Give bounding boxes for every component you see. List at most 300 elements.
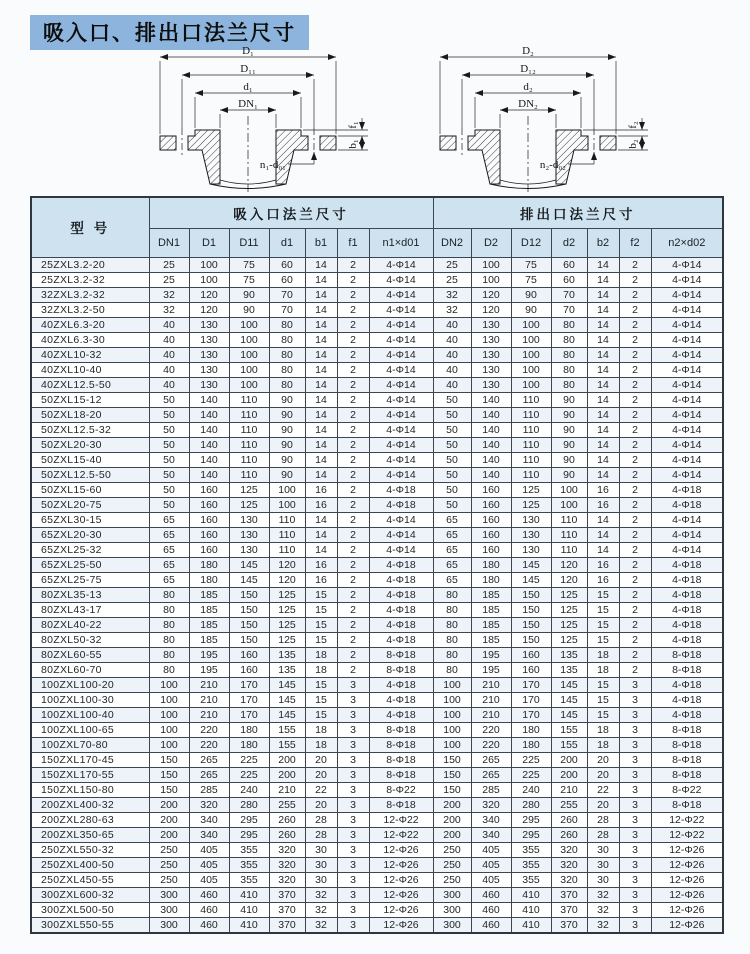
value-cell: 250 xyxy=(433,842,471,857)
value-cell: 3 xyxy=(337,677,369,692)
column-header-d11: D11 xyxy=(229,228,269,257)
value-cell: 255 xyxy=(551,797,587,812)
value-cell: 210 xyxy=(189,677,229,692)
value-cell: 370 xyxy=(269,917,305,933)
value-cell: 3 xyxy=(619,767,651,782)
table-row xyxy=(31,887,723,902)
value-cell: 12-Φ26 xyxy=(651,917,723,933)
value-cell: 2 xyxy=(337,587,369,602)
value-cell: 65 xyxy=(149,512,189,527)
value-cell: 120 xyxy=(189,287,229,302)
value-cell: 130 xyxy=(471,317,511,332)
value-cell: 120 xyxy=(269,572,305,587)
value-cell: 65 xyxy=(433,557,471,572)
value-cell: 405 xyxy=(471,842,511,857)
value-cell: 150 xyxy=(149,767,189,782)
table-row xyxy=(31,422,723,437)
value-cell: 80 xyxy=(433,587,471,602)
value-cell: 135 xyxy=(551,647,587,662)
value-cell: 250 xyxy=(149,872,189,887)
value-cell: 3 xyxy=(619,782,651,797)
table-row xyxy=(31,407,723,422)
value-cell: 14 xyxy=(587,437,619,452)
value-cell: 50 xyxy=(149,422,189,437)
value-cell: 14 xyxy=(305,422,337,437)
value-cell: 32 xyxy=(305,917,337,933)
value-cell: 8-Φ22 xyxy=(369,782,433,797)
value-cell: 125 xyxy=(551,602,587,617)
value-cell: 140 xyxy=(189,407,229,422)
value-cell: 25 xyxy=(149,272,189,287)
value-cell: 3 xyxy=(337,737,369,752)
value-cell: 460 xyxy=(189,902,229,917)
value-cell: 160 xyxy=(471,542,511,557)
value-cell: 12-Φ26 xyxy=(369,917,433,933)
value-cell: 180 xyxy=(471,557,511,572)
value-cell: 4-Φ14 xyxy=(651,257,723,272)
value-cell: 200 xyxy=(433,797,471,812)
value-cell: 32 xyxy=(587,902,619,917)
table-row xyxy=(31,767,723,782)
value-cell: 180 xyxy=(229,737,269,752)
value-cell: 285 xyxy=(189,782,229,797)
value-cell: 4-Φ14 xyxy=(369,422,433,437)
value-cell: 50 xyxy=(149,407,189,422)
flange-table-body xyxy=(31,257,723,933)
value-cell: 12-Φ26 xyxy=(651,902,723,917)
value-cell: 4-Φ14 xyxy=(369,287,433,302)
suction-flange-diagram xyxy=(138,44,378,194)
value-cell: 410 xyxy=(511,887,551,902)
value-cell: 20 xyxy=(587,767,619,782)
value-cell: 405 xyxy=(189,857,229,872)
value-cell: 210 xyxy=(551,782,587,797)
value-cell: 160 xyxy=(189,482,229,497)
value-cell: 90 xyxy=(229,302,269,317)
value-cell: 4-Φ18 xyxy=(369,497,433,512)
column-header-d12: D12 xyxy=(511,228,551,257)
value-cell: 340 xyxy=(189,827,229,842)
value-cell: 110 xyxy=(511,422,551,437)
value-cell: 185 xyxy=(189,587,229,602)
value-cell: 2 xyxy=(337,572,369,587)
value-cell: 18 xyxy=(305,662,337,677)
value-cell: 110 xyxy=(229,392,269,407)
value-cell: 50 xyxy=(433,422,471,437)
value-cell: 170 xyxy=(229,707,269,722)
value-cell: 40 xyxy=(433,362,471,377)
value-cell: 405 xyxy=(189,872,229,887)
value-cell: 40 xyxy=(149,362,189,377)
dimension-labels xyxy=(518,45,639,171)
value-cell: 140 xyxy=(471,437,511,452)
model-cell: 200ZXL400-32 xyxy=(31,797,149,812)
value-cell: 80 xyxy=(433,662,471,677)
value-cell: 2 xyxy=(337,542,369,557)
value-cell: 250 xyxy=(433,872,471,887)
value-cell: 170 xyxy=(229,677,269,692)
value-cell: 110 xyxy=(551,542,587,557)
value-cell: 4-Φ18 xyxy=(651,557,723,572)
value-cell: 2 xyxy=(619,647,651,662)
value-cell: 2 xyxy=(337,497,369,512)
table-row xyxy=(31,707,723,722)
value-cell: 3 xyxy=(337,797,369,812)
value-cell: 40 xyxy=(433,332,471,347)
table-row xyxy=(31,587,723,602)
value-cell: 130 xyxy=(189,347,229,362)
value-cell: 155 xyxy=(269,722,305,737)
value-cell: 100 xyxy=(551,497,587,512)
value-cell: 145 xyxy=(511,557,551,572)
value-cell: 100 xyxy=(511,332,551,347)
table-row xyxy=(31,917,723,933)
value-cell: 2 xyxy=(337,437,369,452)
value-cell: 2 xyxy=(337,302,369,317)
value-cell: 125 xyxy=(229,482,269,497)
value-cell: 2 xyxy=(337,377,369,392)
value-cell: 100 xyxy=(229,332,269,347)
value-cell: 250 xyxy=(149,842,189,857)
dim-label-b1: b₁ xyxy=(347,139,359,149)
value-cell: 100 xyxy=(229,317,269,332)
table-row xyxy=(31,677,723,692)
value-cell: 110 xyxy=(229,422,269,437)
value-cell: 80 xyxy=(149,617,189,632)
value-cell: 100 xyxy=(229,362,269,377)
value-cell: 150 xyxy=(229,602,269,617)
value-cell: 15 xyxy=(305,707,337,722)
value-cell: 160 xyxy=(471,497,511,512)
value-cell: 12-Φ26 xyxy=(369,872,433,887)
value-cell: 130 xyxy=(471,362,511,377)
table-row xyxy=(31,662,723,677)
model-cell: 100ZXL100-20 xyxy=(31,677,149,692)
flange-dimension-table-wrap xyxy=(30,196,722,934)
value-cell: 2 xyxy=(337,332,369,347)
column-header-d1-cap: D1 xyxy=(189,228,229,257)
column-header-n1xd01: n1×d01 xyxy=(369,228,433,257)
value-cell: 3 xyxy=(337,887,369,902)
value-cell: 18 xyxy=(305,647,337,662)
value-cell: 355 xyxy=(229,857,269,872)
value-cell: 2 xyxy=(337,602,369,617)
value-cell: 100 xyxy=(471,257,511,272)
dim-label-d2: d₂ xyxy=(523,81,533,93)
value-cell: 120 xyxy=(551,572,587,587)
value-cell: 80 xyxy=(433,647,471,662)
value-cell: 75 xyxy=(229,272,269,287)
value-cell: 140 xyxy=(189,392,229,407)
value-cell: 16 xyxy=(305,572,337,587)
model-cell: 32ZXL3.2-32 xyxy=(31,287,149,302)
table-row xyxy=(31,572,723,587)
value-cell: 4-Φ18 xyxy=(369,482,433,497)
value-cell: 110 xyxy=(269,542,305,557)
value-cell: 90 xyxy=(269,392,305,407)
value-cell: 140 xyxy=(189,437,229,452)
value-cell: 65 xyxy=(433,527,471,542)
value-cell: 14 xyxy=(305,317,337,332)
value-cell: 160 xyxy=(511,662,551,677)
value-cell: 14 xyxy=(587,452,619,467)
value-cell: 100 xyxy=(511,362,551,377)
value-cell: 4-Φ14 xyxy=(651,302,723,317)
value-cell: 14 xyxy=(305,407,337,422)
value-cell: 90 xyxy=(269,437,305,452)
value-cell: 4-Φ18 xyxy=(651,482,723,497)
value-cell: 12-Φ22 xyxy=(651,812,723,827)
value-cell: 15 xyxy=(305,587,337,602)
dim-label-d1: d₁ xyxy=(243,81,253,93)
value-cell: 2 xyxy=(619,527,651,542)
table-row xyxy=(31,332,723,347)
column-header-d2: d2 xyxy=(551,228,587,257)
value-cell: 20 xyxy=(305,767,337,782)
value-cell: 155 xyxy=(551,722,587,737)
value-cell: 4-Φ14 xyxy=(369,467,433,482)
page-title: 吸入口、排出口法兰尺寸 xyxy=(30,15,309,50)
value-cell: 200 xyxy=(433,812,471,827)
value-cell: 3 xyxy=(337,872,369,887)
value-cell: 80 xyxy=(433,632,471,647)
value-cell: 410 xyxy=(511,917,551,933)
value-cell: 100 xyxy=(511,347,551,362)
value-cell: 320 xyxy=(471,797,511,812)
model-cell: 25ZXL3.2-20 xyxy=(31,257,149,272)
value-cell: 3 xyxy=(619,752,651,767)
value-cell: 90 xyxy=(551,392,587,407)
value-cell: 80 xyxy=(433,617,471,632)
value-cell: 90 xyxy=(551,467,587,482)
value-cell: 25 xyxy=(149,257,189,272)
value-cell: 100 xyxy=(433,707,471,722)
value-cell: 185 xyxy=(471,632,511,647)
value-cell: 3 xyxy=(337,707,369,722)
value-cell: 180 xyxy=(511,722,551,737)
value-cell: 2 xyxy=(619,422,651,437)
value-cell: 2 xyxy=(619,377,651,392)
value-cell: 3 xyxy=(619,842,651,857)
value-cell: 16 xyxy=(587,557,619,572)
value-cell: 220 xyxy=(189,722,229,737)
value-cell: 4-Φ14 xyxy=(369,257,433,272)
dim-label-D1: D₁ xyxy=(242,45,254,57)
value-cell: 100 xyxy=(229,377,269,392)
model-cell: 200ZXL280-63 xyxy=(31,812,149,827)
value-cell: 40 xyxy=(433,347,471,362)
value-cell: 14 xyxy=(587,407,619,422)
value-cell: 18 xyxy=(305,737,337,752)
value-cell: 4-Φ14 xyxy=(651,347,723,362)
value-cell: 15 xyxy=(305,677,337,692)
value-cell: 150 xyxy=(433,782,471,797)
value-cell: 320 xyxy=(269,842,305,857)
value-cell: 12-Φ26 xyxy=(369,842,433,857)
value-cell: 195 xyxy=(189,662,229,677)
value-cell: 80 xyxy=(551,332,587,347)
value-cell: 110 xyxy=(269,512,305,527)
value-cell: 2 xyxy=(337,632,369,647)
model-cell: 40ZXL6.3-30 xyxy=(31,332,149,347)
value-cell: 150 xyxy=(511,617,551,632)
value-cell: 2 xyxy=(337,317,369,332)
value-cell: 185 xyxy=(189,602,229,617)
value-cell: 200 xyxy=(551,767,587,782)
value-cell: 100 xyxy=(189,272,229,287)
value-cell: 125 xyxy=(269,587,305,602)
value-cell: 280 xyxy=(511,797,551,812)
value-cell: 15 xyxy=(587,677,619,692)
value-cell: 4-Φ14 xyxy=(651,527,723,542)
value-cell: 195 xyxy=(471,647,511,662)
value-cell: 28 xyxy=(587,812,619,827)
value-cell: 80 xyxy=(149,587,189,602)
value-cell: 120 xyxy=(471,302,511,317)
value-cell: 120 xyxy=(269,557,305,572)
model-cell: 50ZXL20-30 xyxy=(31,437,149,452)
value-cell: 8-Φ18 xyxy=(369,797,433,812)
value-cell: 210 xyxy=(471,677,511,692)
value-cell: 14 xyxy=(587,377,619,392)
column-header-n2xd02: n2×d02 xyxy=(651,228,723,257)
value-cell: 120 xyxy=(551,557,587,572)
value-cell: 130 xyxy=(189,362,229,377)
value-cell: 50 xyxy=(433,482,471,497)
value-cell: 80 xyxy=(149,662,189,677)
value-cell: 210 xyxy=(189,692,229,707)
value-cell: 2 xyxy=(337,527,369,542)
value-cell: 300 xyxy=(433,902,471,917)
value-cell: 240 xyxy=(229,782,269,797)
value-cell: 130 xyxy=(511,527,551,542)
value-cell: 100 xyxy=(551,482,587,497)
value-cell: 2 xyxy=(619,332,651,347)
value-cell: 125 xyxy=(551,632,587,647)
value-cell: 4-Φ14 xyxy=(651,392,723,407)
value-cell: 300 xyxy=(433,887,471,902)
value-cell: 145 xyxy=(229,572,269,587)
table-row xyxy=(31,527,723,542)
value-cell: 14 xyxy=(305,527,337,542)
value-cell: 100 xyxy=(149,737,189,752)
value-cell: 65 xyxy=(433,572,471,587)
value-cell: 4-Φ18 xyxy=(651,497,723,512)
value-cell: 40 xyxy=(433,377,471,392)
value-cell: 80 xyxy=(149,602,189,617)
value-cell: 20 xyxy=(305,797,337,812)
value-cell: 100 xyxy=(149,692,189,707)
value-cell: 3 xyxy=(619,902,651,917)
value-cell: 460 xyxy=(471,887,511,902)
table-row xyxy=(31,392,723,407)
value-cell: 320 xyxy=(551,857,587,872)
value-cell: 2 xyxy=(619,512,651,527)
value-cell: 225 xyxy=(229,752,269,767)
value-cell: 2 xyxy=(337,362,369,377)
value-cell: 16 xyxy=(587,497,619,512)
value-cell: 90 xyxy=(551,407,587,422)
value-cell: 100 xyxy=(149,722,189,737)
value-cell: 160 xyxy=(471,512,511,527)
value-cell: 265 xyxy=(471,752,511,767)
value-cell: 110 xyxy=(269,527,305,542)
value-cell: 200 xyxy=(269,752,305,767)
value-cell: 80 xyxy=(551,377,587,392)
value-cell: 180 xyxy=(471,572,511,587)
value-cell: 2 xyxy=(619,452,651,467)
value-cell: 2 xyxy=(619,617,651,632)
value-cell: 320 xyxy=(189,797,229,812)
value-cell: 4-Φ18 xyxy=(651,572,723,587)
model-cell: 80ZXL60-70 xyxy=(31,662,149,677)
value-cell: 2 xyxy=(619,482,651,497)
value-cell: 4-Φ14 xyxy=(369,377,433,392)
value-cell: 135 xyxy=(269,662,305,677)
model-column-header: 型 号 xyxy=(31,197,149,257)
value-cell: 18 xyxy=(305,722,337,737)
value-cell: 4-Φ14 xyxy=(369,452,433,467)
value-cell: 355 xyxy=(511,842,551,857)
dim-label-n1-d01: n₁-d₀₁ xyxy=(259,159,286,171)
value-cell: 370 xyxy=(269,902,305,917)
value-cell: 60 xyxy=(551,272,587,287)
value-cell: 8-Φ18 xyxy=(651,647,723,662)
value-cell: 14 xyxy=(305,287,337,302)
value-cell: 185 xyxy=(471,617,511,632)
table-row xyxy=(31,827,723,842)
value-cell: 180 xyxy=(511,737,551,752)
value-cell: 50 xyxy=(433,392,471,407)
value-cell: 3 xyxy=(619,692,651,707)
value-cell: 15 xyxy=(587,632,619,647)
value-cell: 110 xyxy=(229,407,269,422)
value-cell: 14 xyxy=(305,512,337,527)
value-cell: 4-Φ14 xyxy=(651,407,723,422)
model-cell: 65ZXL25-75 xyxy=(31,572,149,587)
value-cell: 155 xyxy=(269,737,305,752)
column-header-f2: f2 xyxy=(619,228,651,257)
model-cell: 50ZXL15-40 xyxy=(31,452,149,467)
value-cell: 3 xyxy=(619,722,651,737)
value-cell: 370 xyxy=(551,902,587,917)
column-header-b1: b1 xyxy=(305,228,337,257)
value-cell: 90 xyxy=(229,287,269,302)
value-cell: 110 xyxy=(229,437,269,452)
value-cell: 3 xyxy=(619,887,651,902)
value-cell: 3 xyxy=(337,902,369,917)
model-cell: 80ZXL40-22 xyxy=(31,617,149,632)
value-cell: 150 xyxy=(149,752,189,767)
value-cell: 145 xyxy=(229,557,269,572)
value-cell: 300 xyxy=(149,917,189,933)
value-cell: 14 xyxy=(587,542,619,557)
value-cell: 90 xyxy=(269,452,305,467)
value-cell: 185 xyxy=(471,587,511,602)
value-cell: 150 xyxy=(229,617,269,632)
value-cell: 4-Φ14 xyxy=(369,362,433,377)
value-cell: 2 xyxy=(619,662,651,677)
model-cell: 50ZXL12.5-50 xyxy=(31,467,149,482)
value-cell: 180 xyxy=(189,572,229,587)
value-cell: 8-Φ18 xyxy=(369,662,433,677)
value-cell: 410 xyxy=(229,887,269,902)
value-cell: 80 xyxy=(551,362,587,377)
value-cell: 225 xyxy=(511,752,551,767)
value-cell: 4-Φ14 xyxy=(651,422,723,437)
value-cell: 50 xyxy=(433,407,471,422)
value-cell: 160 xyxy=(189,512,229,527)
